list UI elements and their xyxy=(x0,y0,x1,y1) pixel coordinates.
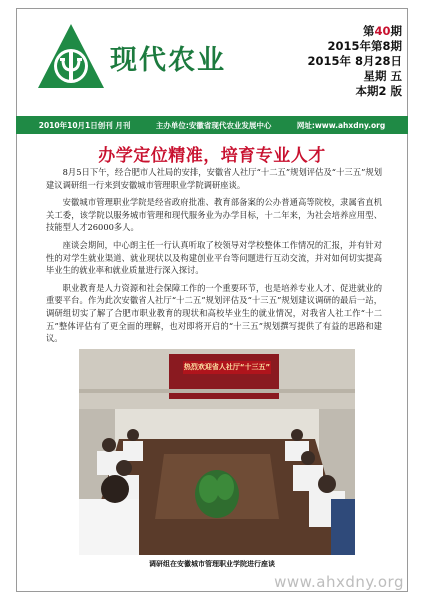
article-paragraph: 8月5日下午，经合肥市人社局的安排，安徽省人社厅“十二五”规划评估及“十三五”规划建议调研组一行来到安徽城市管理职业学院调研座谈。 xyxy=(46,167,382,190)
issue-pages: 本期2 版 xyxy=(355,84,402,98)
issue-number: 第40期 xyxy=(362,24,402,38)
article-paragraph: 职业教育是人力资源和社会保障工作的一个重要环节，也是培养专业人才、促进就业的重要平台。作为此次安徽省人社厅“十二五”规划评估及“十三五”规划建议调研的最后一站，调研组切实了解了合肥市职业教育的现状和高校毕业生的就业情况，对我省人社工作“十二五”整体评估有了更全面的理解，也对即将开启的“十三五”规划撰写提供了有益的思路和建议。 xyxy=(46,282,382,344)
info-bar xyxy=(16,116,408,134)
year-issue: 2015年第8期 xyxy=(327,39,402,53)
issue-weekday: 星期 五 xyxy=(363,69,402,83)
article-headline: 办学定位精准，培育专业人才 xyxy=(98,146,326,166)
article-body xyxy=(46,166,382,350)
article-paragraph: 安徽城市管理职业学院是经省政府批准、教育部备案的公办普通高等院校，隶属省直机关工委，该学院以服务城市管理和现代服务业为办学目标，十二年来，为社会培养应用型、技能型人才26000多人。 xyxy=(46,197,382,233)
watermark: www.ahxdny.org xyxy=(274,573,404,591)
founded-text: 2010年10月1日创刊 月刊 xyxy=(38,120,131,130)
website-text: 网址:www.ahxdny.org xyxy=(296,120,386,130)
logo-emblem-icon xyxy=(36,22,106,92)
issue-date: 2015年 8月28日 xyxy=(307,54,402,68)
sponsor-text: 主办单位:安徽省现代农业发展中心 xyxy=(155,120,272,130)
paper-name: 现代农业 xyxy=(110,45,226,76)
issue-block xyxy=(306,24,402,99)
meeting-photo-illustration xyxy=(79,349,355,555)
meeting-photo xyxy=(79,349,355,555)
welcome-banner: 热烈欢迎省人社厅“十三五” xyxy=(183,361,271,374)
photo-caption: 调研组在安徽城市管理职业学院进行座谈 xyxy=(149,560,275,568)
article-paragraph: 座谈会期间，中心朗主任一行认真听取了校领导对学校整体工作情况的汇报，并有针对性的对学生就业渠道、就业现状以及构建创业平台等问题进行互动交流，并对如何切实提高毕业生的就业率和就业质量进行深入探讨。 xyxy=(46,239,382,276)
